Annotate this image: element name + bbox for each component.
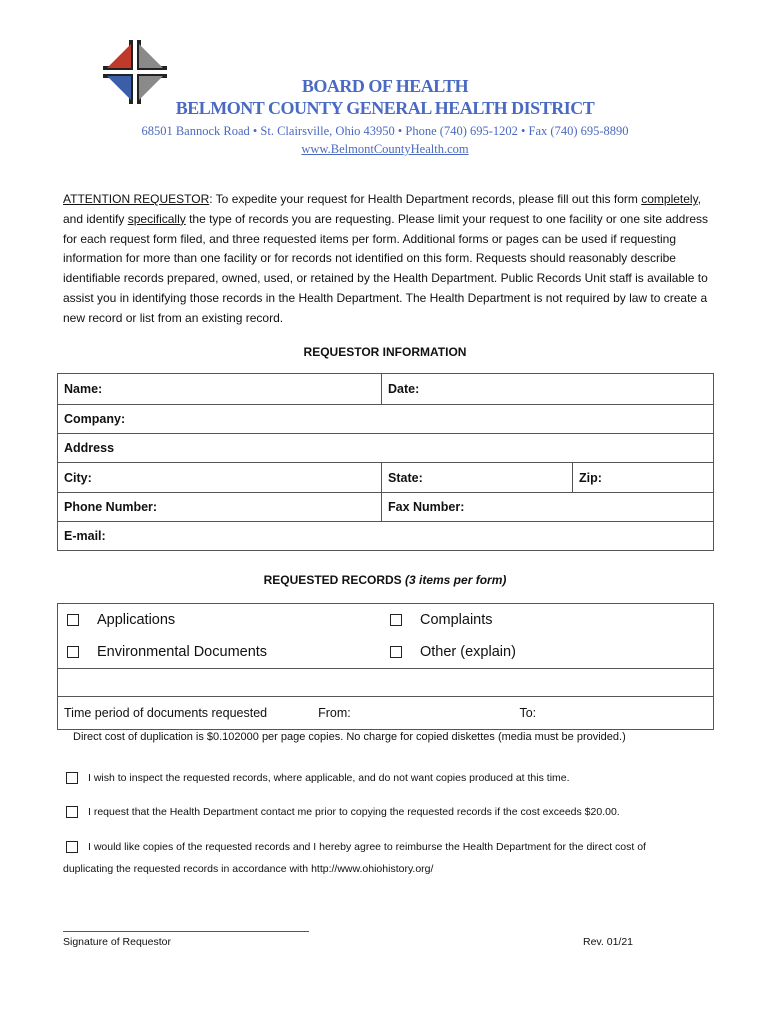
other-checkbox[interactable] [390,646,402,658]
other-explain-field[interactable] [58,669,714,697]
address-field[interactable]: Address [58,434,714,463]
revision-label: Rev. 01/21 [583,936,634,948]
signature-label: Signature of Requestor [63,936,171,948]
requestor-table [57,373,714,551]
requestor-heading: REQUESTOR INFORMATION [303,345,467,359]
environmental-option[interactable]: Environmental Documents [58,637,382,669]
complaints-option[interactable]: Complaints [381,604,714,637]
email-field[interactable]: E-mail: [58,522,714,551]
time-period-label: Time period of documents requested [64,706,268,720]
intro-paragraph: ATTENTION REQUESTOR: To expedite your request for Health Department records, please fill out this form completely, and identify specifically the type of records you are requesting. Please limit your request to one facility or one site address for each request form filed, and three requested items per form. Additional forms or pages can be used if requesting information for more than one facility or for records not identified on this form. Requests should reasonably describe identifiable records prepared, owned, used, or retained by the Health Department. Public Records Unit staff is available to assist you in identifying those records in the Health Department. The Health Department is not required by law to create a new record or list from an existing record. [63,192,709,325]
to-field[interactable]: To: [519,706,537,720]
org-title-line1: BOARD OF HEALTH [301,76,469,96]
records-heading: REQUESTED RECORDS (3 items per form) [263,573,507,587]
environmental-checkbox[interactable] [67,646,79,658]
name-field[interactable]: Name: [58,374,382,405]
cost-note: Direct cost of duplication is $0.102000 per page copies. No charge for copied diskettes (media must be provided.) [73,731,626,743]
from-field[interactable]: From: [318,706,351,720]
inspect-option[interactable]: I wish to inspect the requested records, where applicable, and do not want copies produced at this time. [63,772,570,784]
time-period-row[interactable] [58,697,714,730]
complaints-checkbox[interactable] [390,614,402,626]
website-link[interactable]: www.BelmontCountyHealth.com [301,142,469,156]
zip-field[interactable]: Zip: [573,463,714,493]
signature-line[interactable] [63,931,309,932]
copies-option-line2: duplicating the requested records in accordance with http://www.ohiohistory.org/ [63,863,434,875]
inspect-checkbox[interactable] [66,772,78,784]
records-table [57,603,714,730]
copies-checkbox[interactable] [66,841,78,853]
contact-option[interactable]: I request that the Health Department contact me prior to copying the requested records if the cost exceeds $20.00. [63,806,620,818]
contact-checkbox[interactable] [66,806,78,818]
city-field[interactable]: City: [58,463,382,493]
copies-option[interactable]: I would like copies of the requested records and I hereby agree to reimburse the Health Department for the direct cost of [63,841,646,853]
state-field[interactable]: State: [382,463,573,493]
org-address: 68501 Bannock Road • St. Clairsville, Ohio 43950 • Phone (740) 695-1202 • Fax (740) 695-8890 [141,124,629,138]
applications-checkbox[interactable] [67,614,79,626]
fax-field[interactable]: Fax Number: [382,493,714,522]
date-field[interactable]: Date: [382,374,714,405]
company-field[interactable]: Company: [58,405,714,434]
applications-option[interactable]: Applications [58,604,382,637]
other-option[interactable]: Other (explain) [381,637,714,669]
org-title-line2: BELMONT COUNTY GENERAL HEALTH DISTRICT [175,98,595,118]
phone-field[interactable]: Phone Number: [58,493,382,522]
